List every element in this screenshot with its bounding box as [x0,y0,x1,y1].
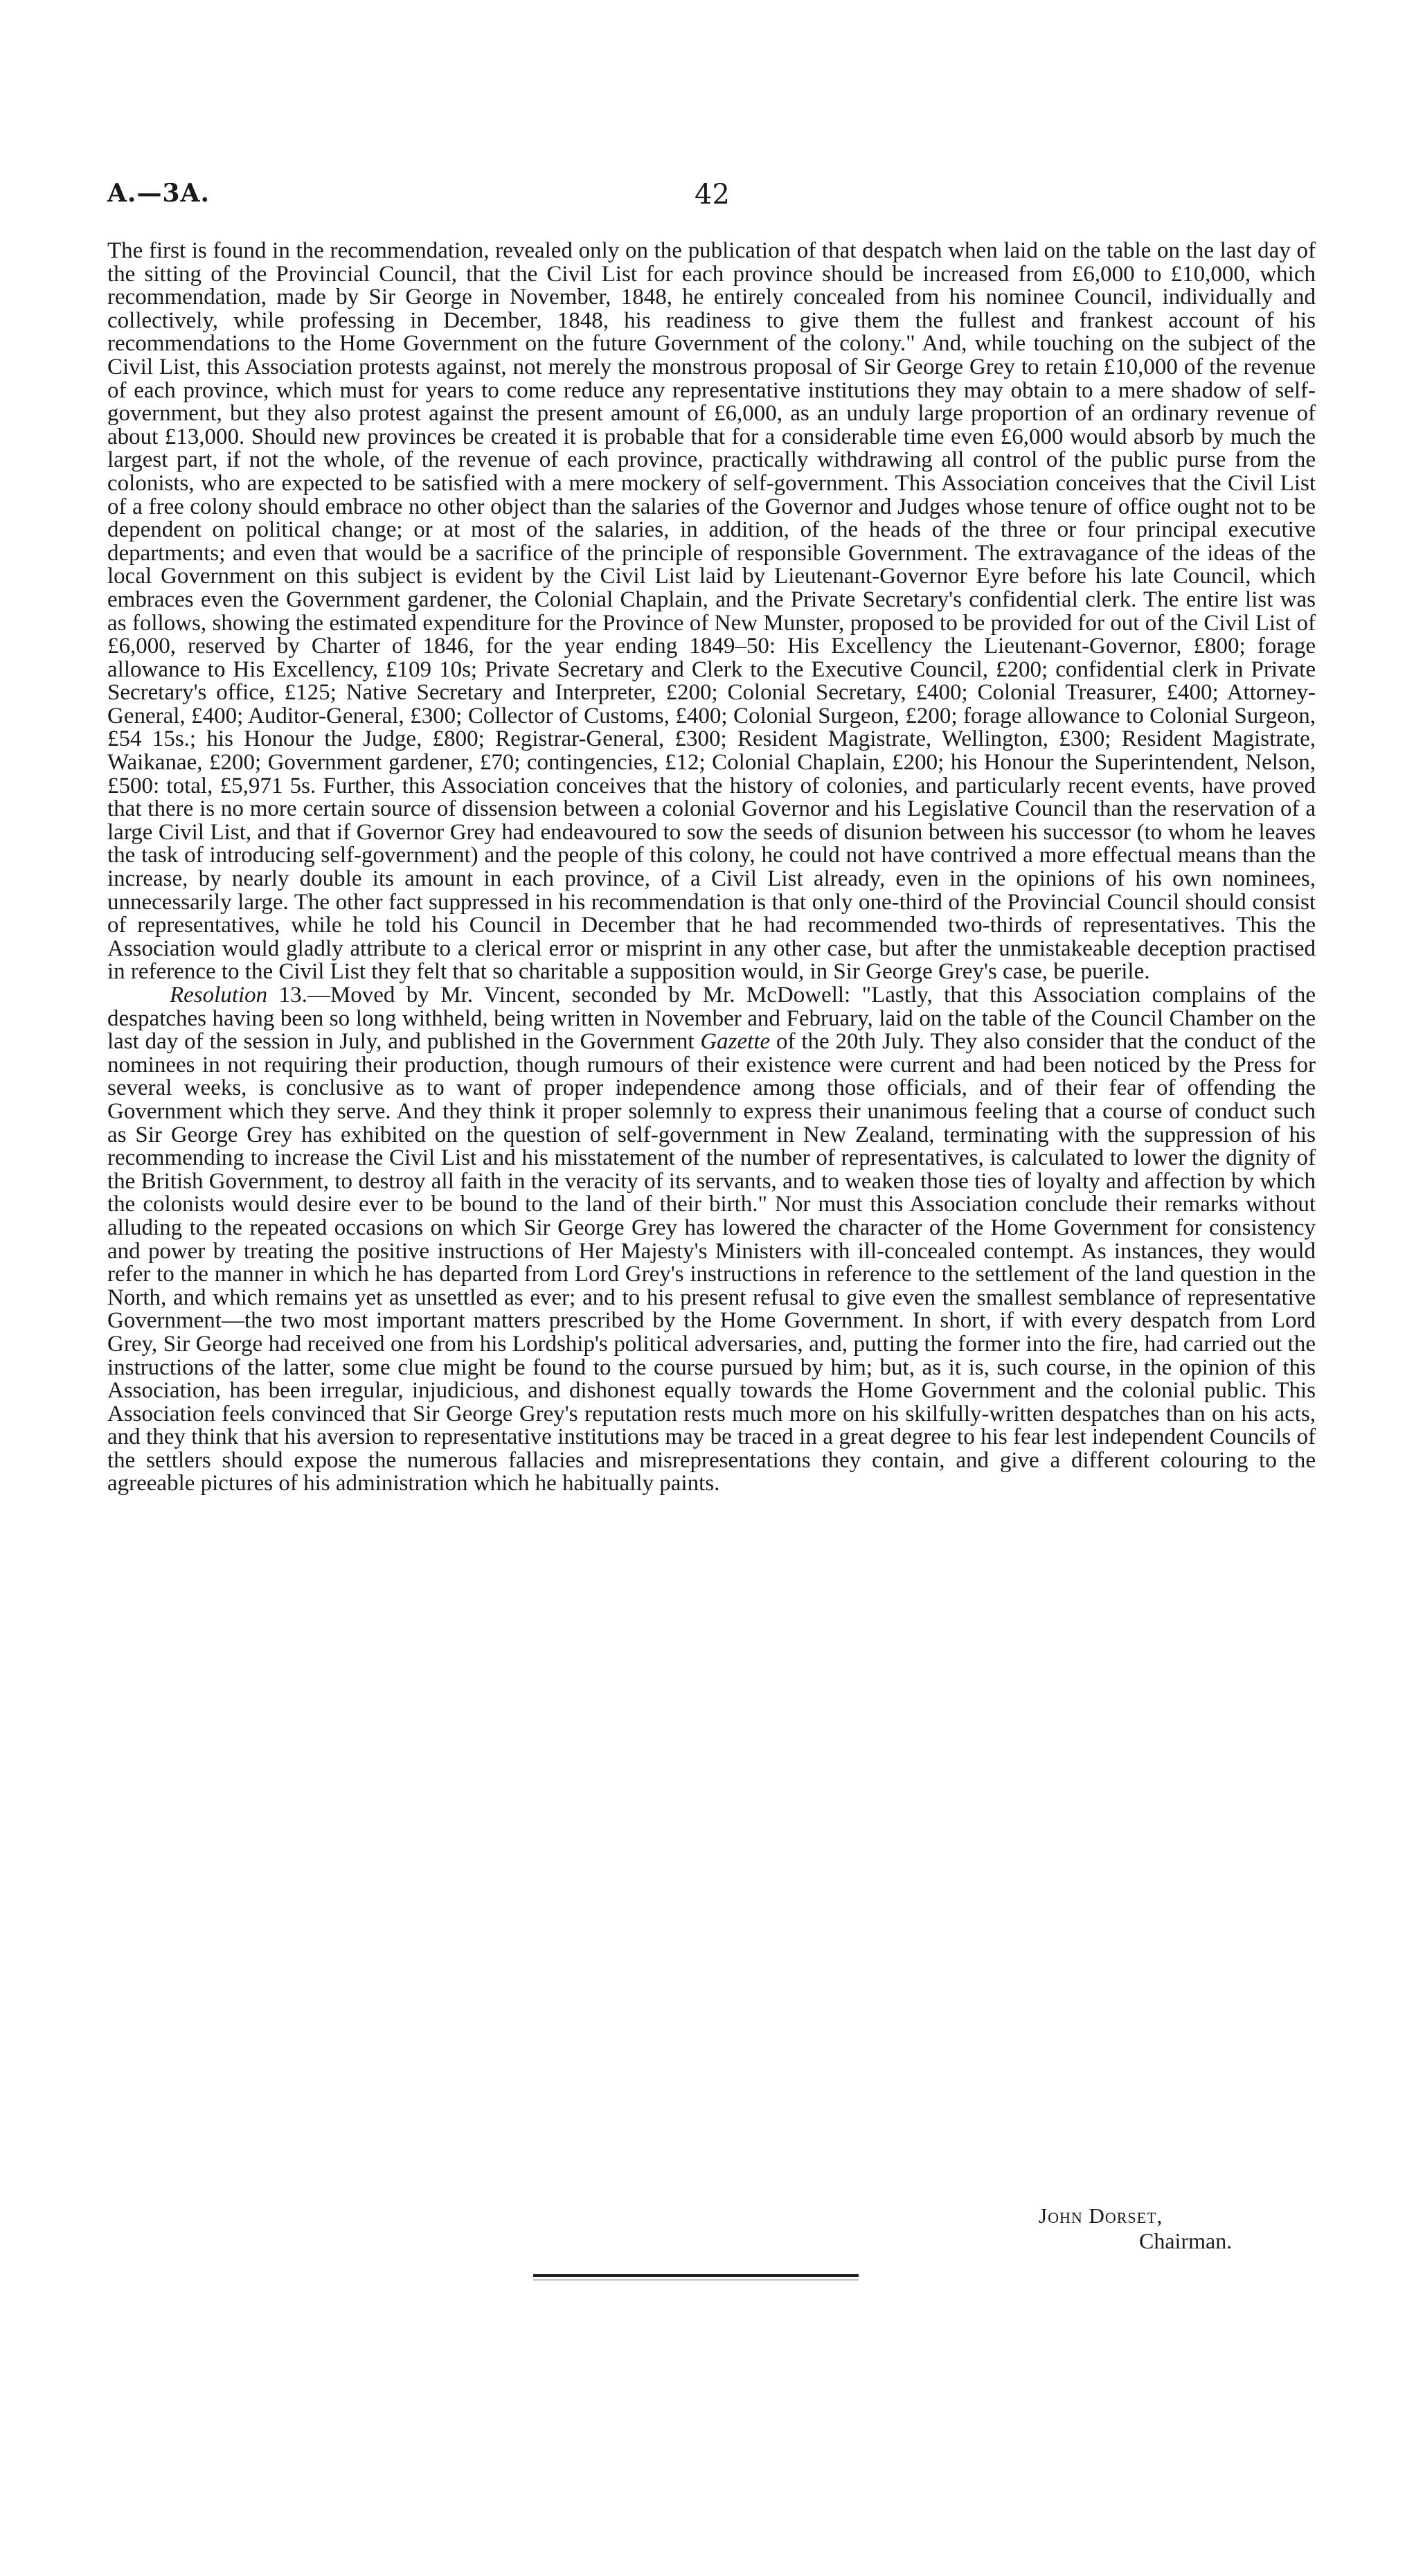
page-number: 42 [695,179,730,211]
paragraph-civil-list: The first is found in the recommendation, revealed only on the publication of that despatch when laid on the table on the last day of the sitting of the Provincial Council, that the Civil List for each province should be increased from £6,000 to £10,000, which recommendation, made by Sir George in November, 1848, he entirely concealed from his nominee Council, individually and collectively, while professing in December, 1848, his readiness to give them the fullest and frankest account of his recommendations to the Home Government on the future Government of the colony." And, while touching on the subject of the Civil List, this Association protests against, not merely the monstrous proposal of Sir George Grey to retain £10,000 of the revenue of each province, which must for years to come reduce any representative institutions they may obtain to a mere shadow of self-government, but they also protest against the present amount of £6,000, as an unduly large proportion of an ordinary revenue of about £13,000. Should new provinces be created it is probable that for a considerable time even £6,000 would absorb by much the largest part, if not the whole, of the revenue of each province, practically withdrawing all control of the public purse from the colonists, who are expected to be satisfied with a mere mockery of self-government. This Association conceives that the Civil List of a free colony should embrace no other object than the salaries of the Governor and Judges whose tenure of office ought not to be dependent on political change; or at most of the salaries, in addition, of the heads of the three or four principal executive departments; and even that would be a sacrifice of the principle of responsible Government. The extravagance of the ideas of the local Government on this subject is evident by the Civil List laid by Lieutenant-Governor Eyre before his late Council, which embraces even the Government gardener, the Colonial Chaplain, and the Private Secretary's confidential clerk. The entire list was as follows, showing the estimated expenditure for the Province of New Munster, proposed to be provided for out of the Civil List of £6,000, reserved by Charter of 1846, for the year ending 1849–50: His Excellency the Lieutenant-Governor, £800; forage allowance to His Excellency, £109 10s; Private Secretary and Clerk to the Executive Council, £200; confidential clerk in Private Secretary's office, £125; Native Secretary and Interpreter, £200; Colonial Secretary, £400; Colonial Treasurer, £400; Attorney-General, £400; Auditor-General, £300; Collector of Customs, £400; Colonial Surgeon, £200; forage allowance to Colonial Surgeon, £54 15s.; his Honour the Judge, £800; Registrar-General, £300; Resident Magistrate, Wellington, £300; Resident Magistrate, Waikanae, £200; Government gardener, £70; contingencies, £12; Colonial Chaplain, £200; his Honour the Superintendent, Nelson, £500: total, £5,971 5s. Further, this Association conceives that the history of colonies, and particularly recent events, have proved that there is no more certain source of dissension between a colonial Governor and his Legislative Council than the reservation of a large Civil List, and that if Governor Grey had endeavoured to sow the seeds of disunion between his successor (to whom he leaves the task of introducing self-government) and the people of this colony, he could not have contrived a more effectual means than the increase, by nearly double its amount in each province, of a Civil List already, even in the opinions of his own nominees, unnecessarily large. The other fact suppressed in his recommendation is that only one-third of the Provincial Council should consist of representatives, while he told his Council in December that he had recommended two-thirds of representatives. This the Association would gladly attribute to a clerical error or misprint in any other case, but after the unmistakeable deception practised in reference to the Civil List they felt that so charitable a supposition would, in Sir George Grey's case, be puerile. [107,238,1316,985]
closing-rule [533,2274,859,2277]
signatory-title: Chairman. [1139,2228,1233,2253]
paragraph-resolution-13 [107,984,1316,1496]
resolution-text-part-1: 13.—Moved by Mr. Vincent, seconded by Mr. McDowell: "Lastly, that this Association complains of the despatches having been so long withheld, being written in November and February, laid on the table of the Council Chamber on the last day of the session in July, and published in the Government [107,983,1316,1055]
gazette-word: Gazette [700,1029,771,1055]
signatory-name: John Dorset, [1039,2203,1163,2228]
document-reference: A.—3A. [107,179,210,208]
page-header [107,179,1316,220]
resolution-label: Resolution [170,983,268,1008]
document-body [107,240,1316,1496]
resolution-text-part-2: of the 20th July. They also consider that the conduct of the nominees in not requiring their production, though rumours of their existence were current and had been noticed by the Press for several weeks, is conclusive as to want of proper independence among those officials, and of their fear of offending the Government which they serve. And they think it proper solemnly to express their unanimous feeling that a course of conduct such as Sir George Grey has exhibited on the question of self-government in New Zealand, terminating with the suppression of his recommending to increase the Civil List and his misstatement of the number of representatives, is calculated to lower the dignity of the British Government, to destroy all faith in the veracity of its servants, and to weaken those ties of loyalty and affection by which the colonists would desire ever to be bound to the land of their birth." Nor must this Association conclude their remarks without alluding to the repeated occasions on which Sir George Grey has lowered the character of the Home Government for consistency and power by treating the positive instructions of Her Majesty's Ministers with ill-concealed contempt. As instances, they would refer to the manner in which he has departed from Lord Grey's instructions in reference to the settlement of the land question in the North, and which remains yet as unsettled as ever; and to his present refusal to give even the smallest semblance of representative Government—the two most important matters prescribed by the Home Government. In short, if with every despatch from Lord Grey, Sir George had received one from his Lordship's political adversaries, and, putting the former into the fire, had carried out the instructions of the latter, some clue might be found to the course pursued by him; but, as it is, such course, in the opinion of this Association, has been irregular, injudicious, and dishonest equally towards the Home Government and the colonial public. This Association feels convinced that Sir George Grey's reputation rests much more on his skilfully-written despatches than on his acts, and they think that his aversion to representative institutions may be traced in a great degree to his fear lest independent Councils of the settlers should expose the numerous fallacies and misrepresentations they contain, and give a different colouring to the agreeable pictures of his administration which he habitually paints. [107,1029,1316,1496]
